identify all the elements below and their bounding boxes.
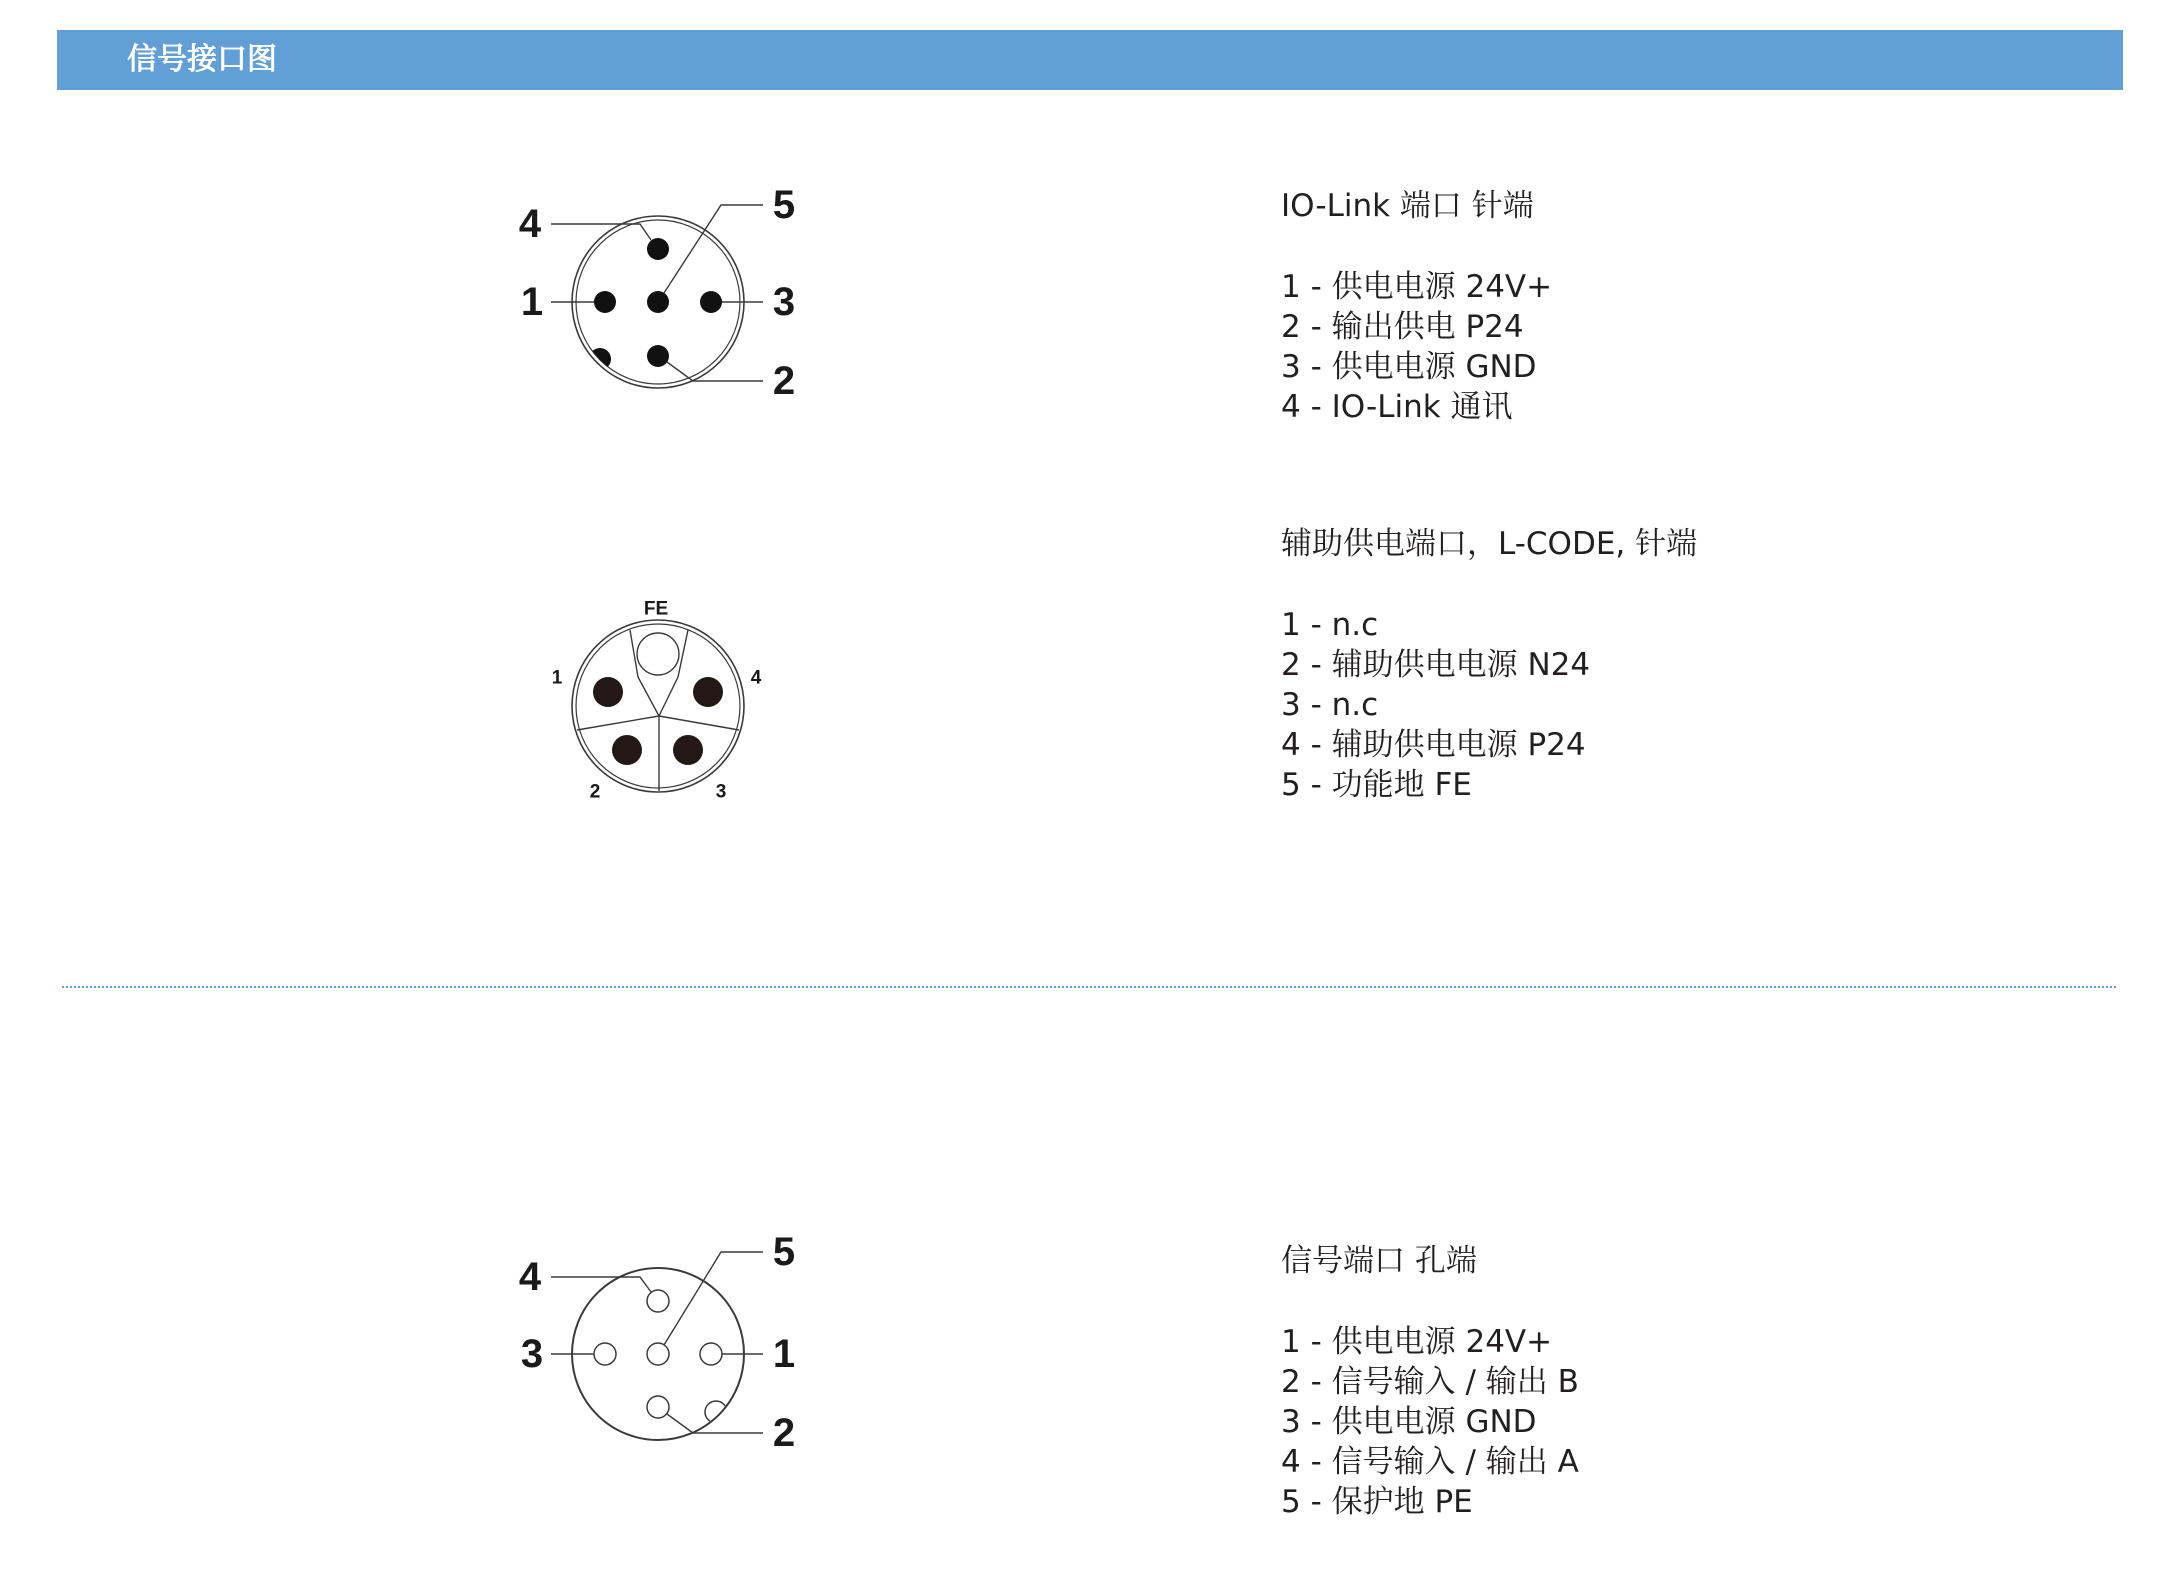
pin-label-top-left: 4: [518, 202, 542, 246]
pin-label-bottom-right: 2: [772, 359, 796, 403]
pin-label-left: 3: [520, 1332, 544, 1376]
pin-label-top: FE: [643, 598, 669, 620]
section-title: 信号接口图: [127, 42, 277, 77]
io-link-port-info: [1281, 186, 1552, 427]
pin-label-right: 4: [750, 667, 762, 689]
pin-list: [1281, 605, 1697, 805]
pin-label-bottom-right: 3: [715, 781, 727, 803]
section-header-bar: [57, 30, 2123, 90]
pin-2: [612, 735, 642, 765]
pin-description: 3 - n.c: [1281, 687, 1379, 723]
pin-list: [1281, 1322, 1579, 1522]
pin-1: [593, 677, 623, 707]
pin-label-right: 1: [772, 1332, 796, 1376]
connector-outer-ring: [572, 620, 744, 792]
pin-description: 4 - 辅助供电电源 P24: [1281, 727, 1586, 763]
pin-description: 1 - n.c: [1281, 607, 1379, 643]
pin-bottom: [647, 345, 669, 367]
leader-line-pin-5: [664, 1252, 763, 1345]
pin-label-top-left: 4: [518, 1255, 542, 1299]
pin-description: 5 - 保护地 PE: [1281, 1484, 1473, 1520]
socket-left: [594, 1343, 616, 1365]
connector-inner-ring: [576, 624, 740, 788]
socket-bottom: [647, 1396, 669, 1418]
divider-right: [659, 716, 739, 730]
port-title: 辅助供电端口，L-CODE, 针端: [1281, 526, 1698, 562]
pin-description: 4 - IO-Link 通讯: [1281, 389, 1513, 425]
fe-contact: [637, 633, 679, 675]
pin-label-top-right: 5: [772, 1230, 796, 1274]
pin-list: [1281, 267, 1552, 427]
pin-left: [594, 291, 616, 313]
pin-description: 4 - 信号输入 / 输出 A: [1281, 1444, 1579, 1480]
socket-right: [700, 1343, 722, 1365]
coding-key-partial: [705, 1401, 727, 1423]
pin-description: 3 - 供电电源 GND: [1281, 349, 1537, 385]
pin-description: 3 - 供电电源 GND: [1281, 1404, 1537, 1440]
l-code-connector-diagram: [540, 585, 780, 815]
pin-label-bottom-right: 2: [772, 1411, 796, 1455]
port-title: IO-Link 端口 针端: [1281, 188, 1534, 224]
pin-top: [647, 238, 669, 260]
pin-label-right: 3: [772, 280, 796, 324]
pin-label-left: 1: [551, 667, 563, 689]
socket-top: [647, 1290, 669, 1312]
divider-left: [577, 716, 659, 730]
pin-description: 1 - 供电电源 24V+: [1281, 1324, 1553, 1360]
pin-description: 1 - 供电电源 24V+: [1281, 269, 1553, 305]
divider-top-left: [630, 630, 659, 716]
pin-description: 2 - 输出供电 P24: [1281, 309, 1524, 345]
io-link-connector-diagram: [500, 170, 820, 410]
pin-description: 2 - 辅助供电电源 N24: [1281, 647, 1591, 683]
signal-port-info: [1281, 1241, 1579, 1522]
pin-description: 5 - 功能地 FE: [1281, 767, 1472, 803]
pin-3: [673, 735, 703, 765]
pin-4: [693, 677, 723, 707]
pin-center: [647, 291, 669, 313]
divider-top-right: [659, 630, 688, 716]
pin-description: 2 - 信号输入 / 输出 B: [1281, 1364, 1579, 1400]
port-title: 信号端口 孔端: [1281, 1243, 1477, 1279]
leader-line-pin-2: [667, 362, 763, 381]
socket-center: [647, 1343, 669, 1365]
pin-label-bottom-left: 2: [589, 781, 601, 803]
signal-connector-diagram: [500, 1222, 820, 1462]
pin-right: [700, 291, 722, 313]
pin-label-left: 1: [520, 280, 544, 324]
pin-label-top-right: 5: [772, 183, 796, 227]
dotted-divider: [62, 986, 2116, 988]
aux-power-port-info: [1281, 524, 1697, 805]
